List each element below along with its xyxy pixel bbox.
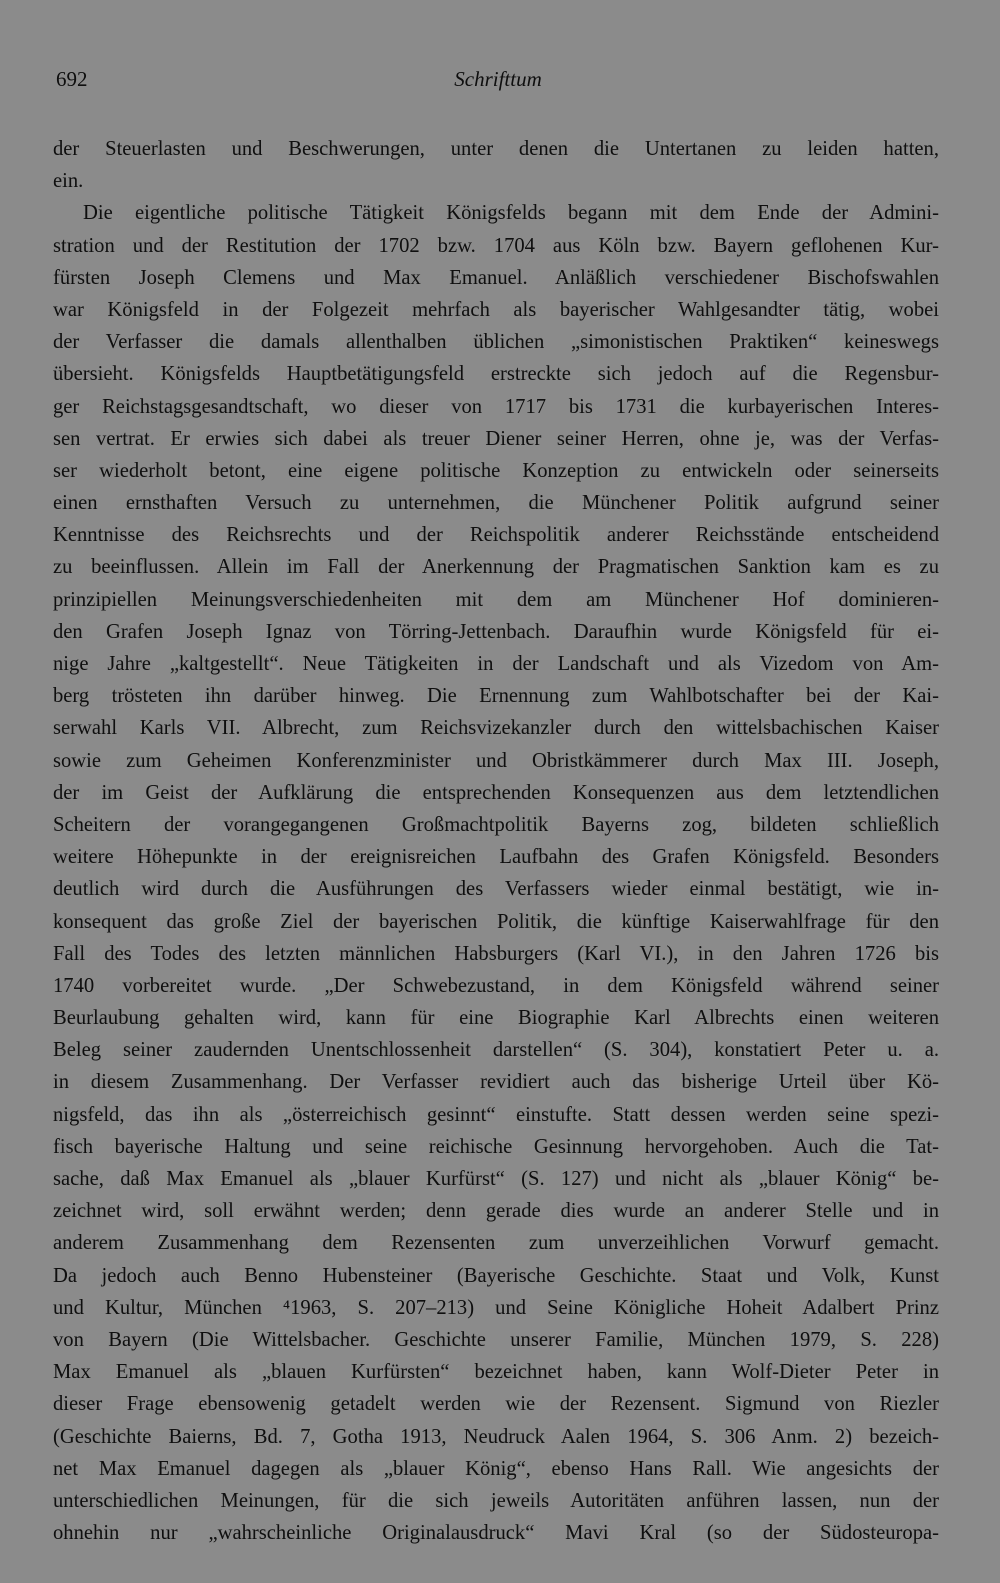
text-line: übersieht. Königsfelds Hauptbetätigungsfeld erstreckte sich jedoch auf die Regensbur-	[53, 363, 939, 386]
text-line: prinzipiellen Meinungsverschiedenheiten mit dem am Münchener Hof dominieren-	[53, 588, 939, 611]
running-head	[56, 64, 940, 94]
text-line: serwahl Karls VII. Albrecht, zum Reichsvizekanzler durch den wittelsbachischen Kaiser	[53, 717, 939, 740]
text-line: fürsten Joseph Clemens und Max Emanuel. Anläßlich verschiedener Bischofswahlen	[53, 266, 939, 289]
text-line: konsequent das große Ziel der bayerischen Politik, die künftige Kaiserwahlfrage für den	[53, 910, 939, 933]
text-line: Fall des Todes des letzten männlichen Habsburgers (Karl VI.), in den Jahren 1726 bis	[53, 942, 939, 965]
text-line: ein.	[53, 170, 84, 193]
text-line: deutlich wird durch die Ausführungen des Verfassers wieder einmal bestätigt, wie in-	[53, 878, 939, 901]
page-number: 692	[56, 67, 88, 91]
text-line: der im Geist der Aufklärung die entsprechenden Konsequenzen aus dem letztendlichen	[53, 781, 939, 804]
text-line: sen vertrat. Er erwies sich dabei als treuer Diener seiner Herren, ohne je, was der Verfas-	[53, 427, 939, 450]
text-line: nige Jahre „kaltgestellt“. Neue Tätigkeiten in der Landschaft und als Vizedom von Am-	[53, 653, 939, 675]
text-line: sowie zum Geheimen Konferenzminister und Obristkämmerer durch Max III. Joseph,	[53, 749, 939, 772]
text-line: in diesem Zusammenhang. Der Verfasser revidiert auch das bisherige Urteil über Kö-	[53, 1071, 939, 1094]
text-line: der Steuerlasten und Beschwerungen, unter denen die Untertanen zu leiden hatten,	[53, 138, 939, 160]
text-line: fisch bayerische Haltung und seine reichische Gesinnung hervorgehoben. Auch die Tat-	[53, 1135, 939, 1158]
text-line: Beurlaubung gehalten wird, kann für eine Biographie Karl Albrechts einen weiteren	[53, 1007, 939, 1030]
text-line: zu beeinflussen. Allein im Fall der Anerkennung der Pragmatischen Sanktion kam es zu	[53, 556, 939, 579]
text-line: Scheitern der vorangegangenen Großmachtpolitik Bayerns zog, bildeten schließlich	[53, 813, 939, 836]
text-line: von Bayern (Die Wittelsbacher. Geschichte unserer Familie, München 1979, S. 228)	[53, 1328, 939, 1351]
text-line: den Grafen Joseph Ignaz von Törring-Jettenbach. Daraufhin wurde Königsfeld für ei-	[53, 620, 939, 643]
text-line: ser wiederholt betont, eine eigene politische Konzeption zu entwickeln oder seinerseits	[53, 459, 939, 482]
text-line: nigsfeld, das ihn als „österreichisch gesinnt“ einstufte. Statt dessen werden seine spezi-	[53, 1103, 939, 1126]
text-line: Da jedoch auch Benno Hubensteiner (Bayerische Geschichte. Staat und Volk, Kunst	[53, 1264, 939, 1287]
text-line: sache, daß Max Emanuel als „blauer Kurfürst“ (S. 127) und nicht als „blauer König“ be-	[53, 1168, 939, 1190]
text-line: war Königsfeld in der Folgezeit mehrfach als bayerischer Wahlgesandter tätig, wobei	[53, 298, 939, 321]
text-line: Beleg seiner zaudernden Unentschlossenheit darstellen“ (S. 304), konstatiert Peter u. a.	[53, 1039, 939, 1062]
text-line: 1740 vorbereitet wurde. „Der Schwebezustand, in dem Königsfeld während seiner	[53, 974, 939, 997]
text-line: Max Emanuel als „blauen Kurfürsten“ bezeichnet haben, kann Wolf-Dieter Peter in	[53, 1361, 939, 1384]
text-line: stration und der Restitution der 1702 bzw. 1704 aus Köln bzw. Bayern geflohenen Kur-	[53, 234, 939, 257]
running-title: Schrifttum	[454, 67, 542, 91]
text-line: ohnehin nur „wahrscheinliche Originalausdruck“ Mavi Kral (so der Südosteuropa-	[53, 1522, 939, 1545]
text-line: dieser Frage ebensowenig getadelt werden wie der Rezensent. Sigmund von Riezler	[53, 1393, 939, 1416]
text-line: net Max Emanuel dagegen als „blauer König“, ebenso Hans Rall. Wie angesichts der	[53, 1457, 939, 1480]
text-line: zeichnet wird, soll erwähnt werden; denn gerade dies wurde an anderer Stelle und in	[53, 1200, 939, 1223]
text-line: und Kultur, München ⁴1963, S. 207–213) und Seine Königliche Hoheit Adalbert Prinz	[53, 1296, 939, 1319]
text-line: Die eigentliche politische Tätigkeit Königsfelds begann mit dem Ende der Admini-	[83, 202, 939, 225]
text-line: berg trösteten ihn darüber hinweg. Die Ernennung zum Wahlbotschafter bei der Kai-	[53, 685, 939, 708]
body-text	[53, 133, 939, 1549]
text-line: Kenntnisse des Reichsrechts und der Reichspolitik anderer Reichsstände entscheidend	[53, 524, 939, 547]
text-line: weitere Höhepunkte in der ereignisreichen Laufbahn des Grafen Königsfeld. Besonders	[53, 846, 939, 869]
text-line: unterschiedlichen Meinungen, für die sich jeweils Autoritäten anführen lassen, nun der	[53, 1489, 939, 1512]
text-line: (Geschichte Baierns, Bd. 7, Gotha 1913, Neudruck Aalen 1964, S. 306 Anm. 2) bezeich-	[53, 1425, 939, 1448]
text-line: einen ernsthaften Versuch zu unternehmen, die Münchener Politik aufgrund seiner	[53, 492, 939, 515]
text-line: anderem Zusammenhang dem Rezensenten zum unverzeihlichen Vorwurf gemacht.	[53, 1232, 939, 1255]
text-line: der Verfasser die damals allenthalben üblichen „simonistischen Praktiken“ keineswegs	[53, 331, 939, 354]
text-line: ger Reichstagsgesandtschaft, wo dieser von 1717 bis 1731 die kurbayerischen Interes-	[53, 395, 939, 418]
